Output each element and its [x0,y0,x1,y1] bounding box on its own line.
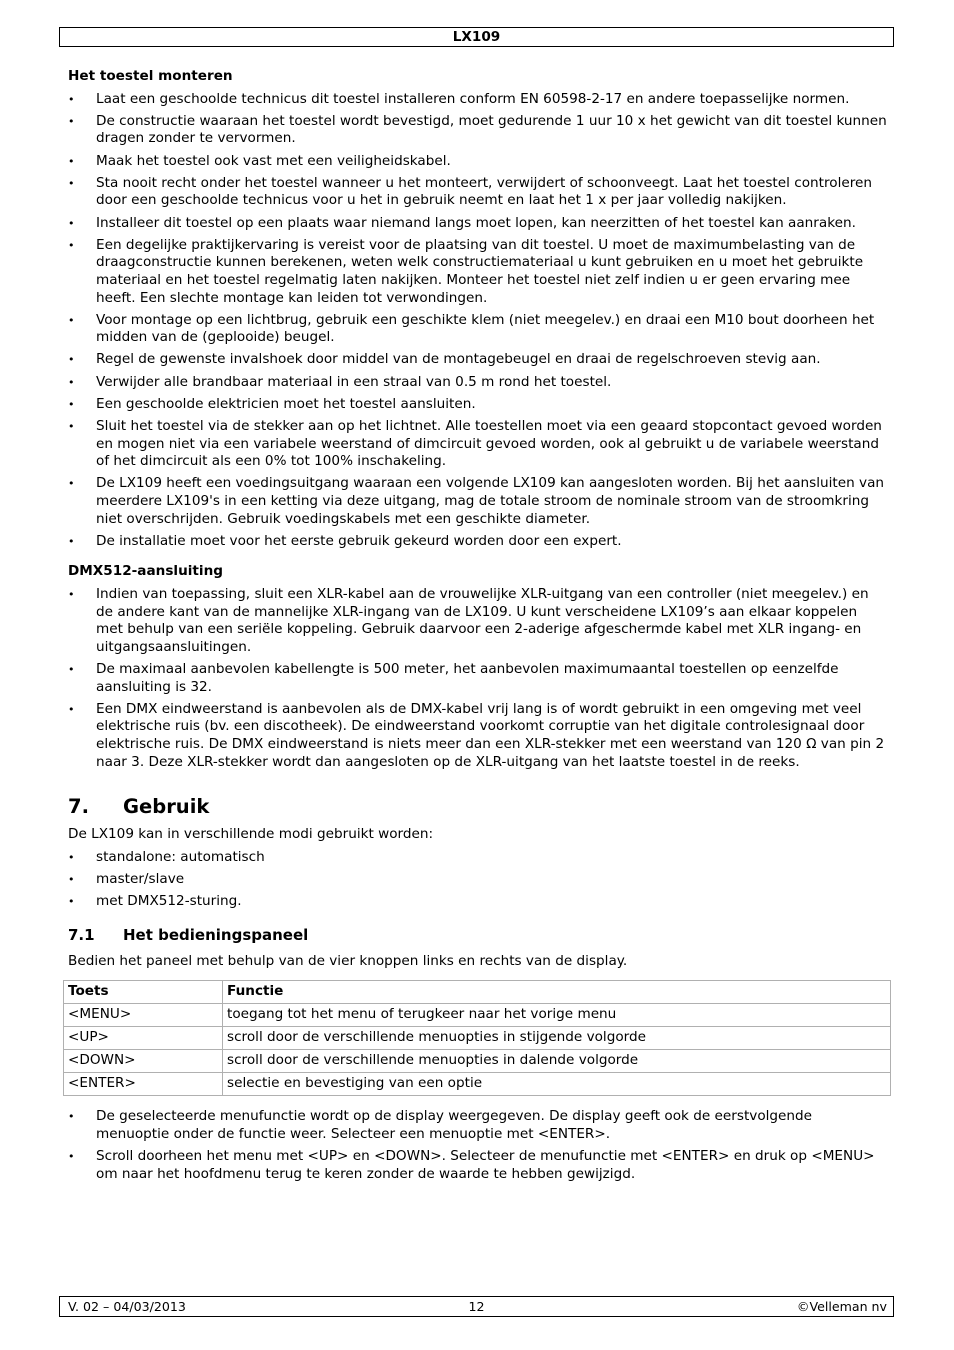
table-cell: selectie en bevestiging van een optie [223,1073,891,1096]
list-item: • Sta nooit recht onder het toestel wanneer u het monteert, verwijdert of schoonveegt. Laat het toestel controleren door een geschoolde technicus voor u het in gebruik neemt en laat het 1 x per jaar volledig nakijken. [68,175,888,210]
chapter-heading [68,795,888,821]
list-item: • Regel de gewenste invalshoek door middel van de montagebeugel en draai de regelschroeven stevig aan. [68,351,888,369]
list-item: • master/slave [68,871,888,889]
list-item: • Sluit het toestel via de stekker aan op het lichtnet. Alle toestellen moet via een geaard stopcontact gevoed worden en mogen niet via een variabele weerstand of dimcircuit gevoed worden, ook al gebruikt u de variabele weerstand of het dimcircuit als een 0% tot 100% inschakeling. [68,418,888,471]
list-item: • Indien van toepassing, sluit een XLR-kabel aan de vrouwelijke XLR-uitgang van een controller (niet meegelev.) en de andere kant van de mannelijke XLR-ingang van de LX109. U kunt verscheidene LX109’s aan elkaar koppelen met behulp van een seriële koppeling. Gebruik daarvoor een 2-aderige afgeschermde kabel met XLR ingang- en uitgangsaansluitingen. [68,586,888,656]
table-cell: scroll door de verschillende menuopties in stijgende volgorde [223,1027,891,1050]
table-cell: toegang tot het menu of terugkeer naar het vorige menu [223,1004,891,1027]
section-number: 7.1 [68,925,95,944]
table-row [64,1004,891,1027]
list-item: • Een DMX eindweerstand is aanbevolen als de DMX-kabel vrij lang is of wordt gebruikt in een omgeving met veel elektrische ruis (bv. een discotheek). De eindweerstand voorkomt corruptie van het digitale controlesignaal door elektrische ruis. De DMX eindweerstand is niets meer dan een XLR-stekker met een weerstand van 120 Ω van pin 2 naar 3. Deze XLR-stekker wordt dan aangesloten op de XLR-uitgang van het laatste toestel in de reeks. [68,701,888,771]
mounting-heading: Het toestel monteren [68,68,233,84]
page-content [68,68,888,1188]
table-row [64,1027,891,1050]
list-item: • Scroll doorheen het menu met <UP> en <DOWN>. Selecteer de menufunctie met <ENTER> en druk op <MENU> om naar het hoofdmenu terug te keren zonder de waarde te hebben gewijzigd. [68,1148,888,1183]
mounting-list [68,91,888,551]
dmx-section [68,563,888,771]
section-heading [68,925,888,947]
list-item: • Voor montage op een lichtbrug, gebruik een geschikte klem (niet meegelev.) en draai een M10 bout doorheen het midden van de (geplooide) beugel. [68,312,888,347]
table-cell: <DOWN> [64,1050,223,1073]
table-header-row [64,981,891,1004]
chapter-intro: De LX109 kan in verschillende modi gebruikt worden: [68,826,434,843]
list-item: • Maak het toestel ook vast met een veiligheidskabel. [68,153,888,171]
list-item: • De constructie waaraan het toestel wordt bevestigd, moet gedurende 1 uur 10 x het gewicht van dit toestel kunnen dragen zonder te vervormen. [68,113,888,148]
notes-list [68,1108,888,1183]
table-header-cell: Toets [64,981,223,1004]
chapter-number: 7. [68,795,89,819]
list-item: • met DMX512-sturing. [68,893,888,911]
section-title: Het bedieningspaneel [123,925,309,944]
list-item: • De maximaal aanbevolen kabellengte is 500 meter, het aanbevolen maximumaantal toestellen op eenzelfde aansluiting is 32. [68,661,888,696]
table-row [64,1050,891,1073]
mounting-section [68,68,888,550]
table-cell: <MENU> [64,1004,223,1027]
list-item: • De installatie moet voor het eerste gebruik gekeurd worden door een expert. [68,533,888,551]
footer-page-number: 12 [468,1299,485,1314]
footer-version: V. 02 – 04/03/2013 [68,1299,186,1314]
footer-copyright: ©Velleman nv [796,1299,887,1314]
list-item: • Een geschoolde elektricien moet het toestel aansluiten. [68,396,888,414]
chapter-title: Gebruik [123,795,210,819]
modes-list [68,849,888,911]
table-cell: scroll door de verschillende menuopties in dalende volgorde [223,1050,891,1073]
table-cell: <ENTER> [64,1073,223,1096]
list-item: • Een degelijke praktijkervaring is vereist voor de plaatsing van dit toestel. U moet de maximumbelasting van de draagconstructie kunnen berekenen, weten welk constructiemateriaal u kunt gebruiken en u moet het gebruikte materiaal en het toestel regelmatig laten nakijken. Monteer het toestel niet zelf indien u er geen ervaring mee heeft. Een slechte montage kan leiden tot verwondingen. [68,237,888,307]
dmx-list [68,586,888,771]
page-footer [59,1296,894,1317]
list-item: • De geselecteerde menufunctie wordt op de display weergegeven. De display geeft ook de eerstvolgende menuoptie onder de functie weer. Selecteer een menuoptie met <ENTER>. [68,1108,888,1143]
page-header [59,27,894,47]
header-title: LX109 [452,29,501,45]
list-item: • Installeer dit toestel op een plaats waar niemand langs moet lopen, kan neerzitten of het toestel kan aanraken. [68,215,888,233]
list-item: • De LX109 heeft een voedingsuitgang waaraan een volgende LX109 kan aangesloten worden. Bij het aansluiten van meerdere LX109's in een ketting via deze uitgang, mag de totale stroom de nominale stroom van de stroomkring niet overschrijden. Gebruik voedingskabels met een geschikte diameter. [68,475,888,528]
list-item: • standalone: automatisch [68,849,888,867]
list-item: • Verwijder alle brandbaar materiaal in een straal van 0.5 m rond het toestel. [68,374,888,392]
section-intro: Bedien het paneel met behulp van de vier knoppen links en rechts van de display. [68,952,628,969]
list-item: • Laat een geschoolde technicus dit toestel installeren conform EN 60598-2-17 en andere toepasselijke normen. [68,91,888,109]
keys-table [63,980,891,1096]
table-cell: <UP> [64,1027,223,1050]
table-header-cell: Functie [223,981,891,1004]
table-row [64,1073,891,1096]
dmx-heading: DMX512-aansluiting [68,563,223,580]
